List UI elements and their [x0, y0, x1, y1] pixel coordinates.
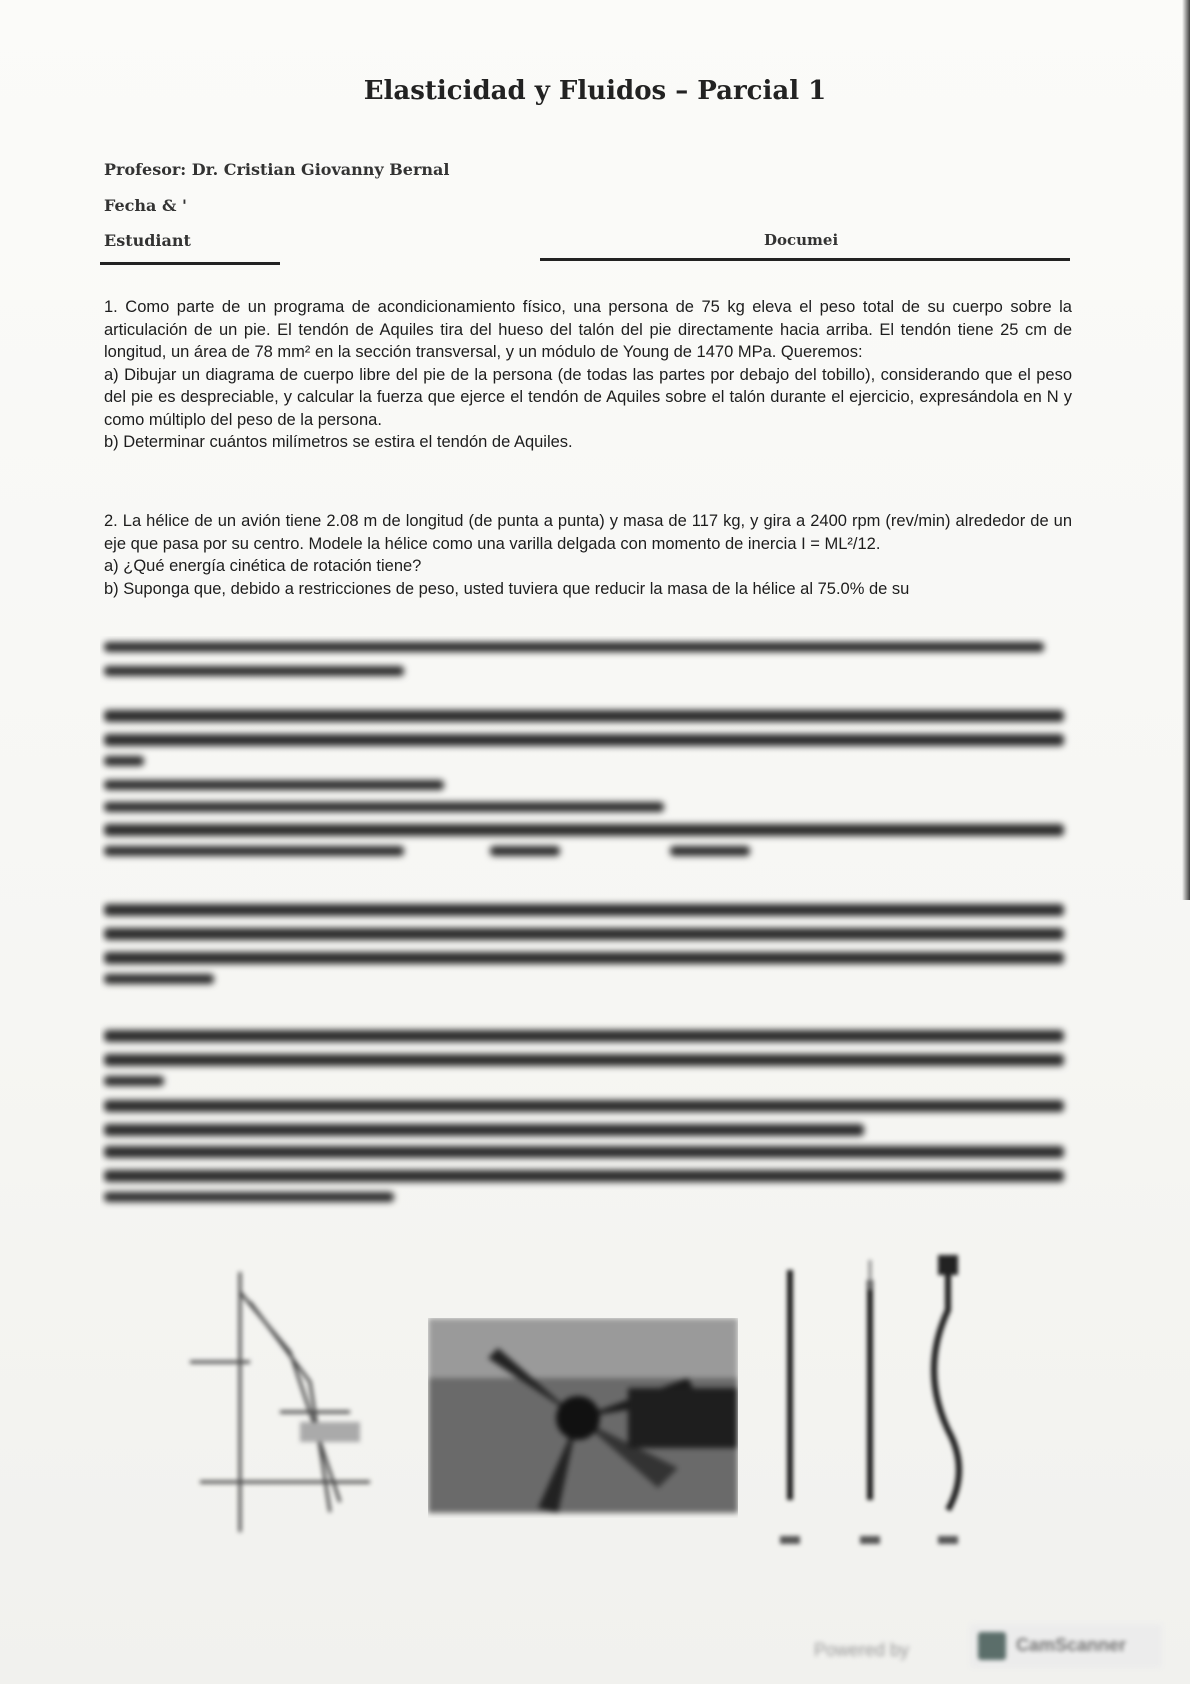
question-2-part-a: a) ¿Qué energía cinética de rotación tiene?	[104, 557, 422, 575]
propeller-photo-figure	[428, 1318, 738, 1518]
document-id-label: Documei	[764, 231, 839, 249]
question-1-part-b: b) Determinar cuántos milímetros se estira el tendón de Aquiles.	[104, 433, 573, 451]
professor-line: Profesor: Dr. Cristian Giovanny Bernal	[104, 160, 450, 179]
powered-by-text: Powered by	[814, 1640, 910, 1660]
blurred-text-region	[100, 636, 1080, 1216]
question-2-body: 2. La hélice de un avión tiene 2.08 m de longitud (de punta a punta) y masa de 117 kg, y gira a 2400 rpm (rev/min) alrededor de un eje que pasa por su centro. Modele la hélice como una varilla delgada con momento de inercia I = ML²/12.	[104, 512, 1072, 553]
blurred-text-lines	[104, 642, 1064, 1202]
date-line: Fecha & '	[104, 196, 187, 215]
student-underline	[100, 262, 280, 265]
question-1-part-a: a) Dibujar un diagrama de cuerpo libre del pie de la persona (de todas las partes por debajo del tobillo), considerando que el peso del pie es despreciable, y calcular la fuerza que ejerce el tendón de Aquiles sobre el talón durante el ejercicio, expresándola en N y como múltiplo del peso de la persona.	[104, 365, 1072, 429]
column-buckling-figure	[770, 1250, 990, 1570]
document-underline	[540, 258, 1070, 261]
question-1-body: 1. Como parte de un programa de acondicionamiento físico, una persona de 75 kg eleva el peso total de su cuerpo sobre la articulación de un pie. El tendón de Aquiles tira del hueso del talón del pie directamente hacia arriba. El tendón tiene 25 cm de longitud, un área de 78 mm² en la sección transversal, y un módulo de Young de 1470 MPa. Queremos:	[104, 298, 1072, 361]
camscanner-icon	[978, 1632, 1006, 1660]
question-1	[104, 296, 1072, 454]
stress-strain-graph-figure	[180, 1262, 380, 1552]
camscanner-brand: CamScanner	[1016, 1635, 1127, 1655]
document-title: Elasticidad y Fluidos – Parcial 1	[363, 76, 827, 106]
question-2-part-b: b) Suponga que, debido a restricciones de peso, usted tuviera que reducir la masa de la hélice al 75.0% de su	[104, 579, 910, 598]
student-label: Estudiant	[104, 231, 191, 250]
question-2	[104, 510, 1072, 600]
camscanner-logo	[970, 1624, 1162, 1668]
page-edge-shadow	[1182, 0, 1190, 900]
